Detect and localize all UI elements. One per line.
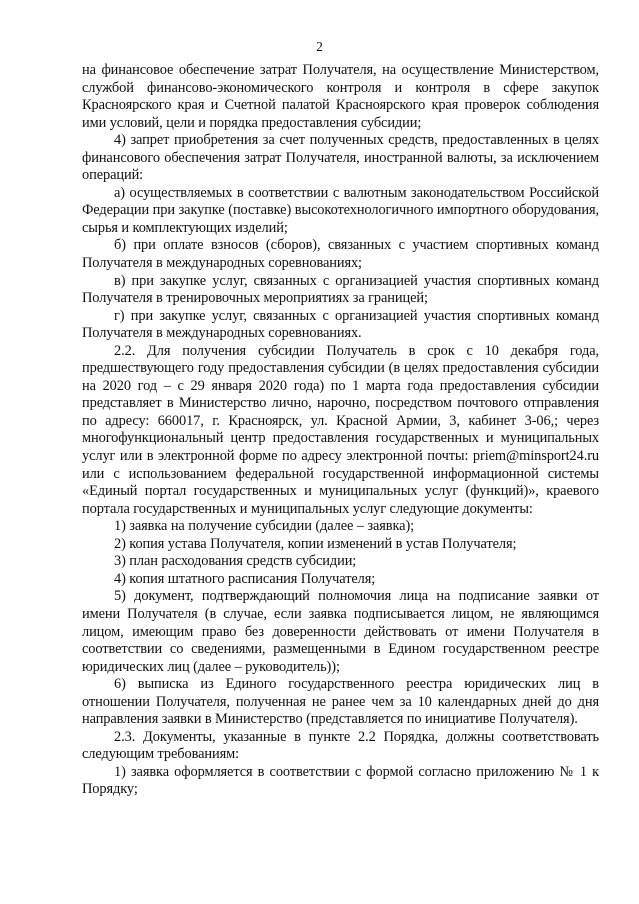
requirement-list-item-1: 1) заявка оформляется в соответствии с формой согласно приложению № 1 к Порядку; xyxy=(82,763,599,798)
paragraph-exception-a: а) осуществляемых в соответствии с валютным законодательством Российской Федерации при закупке (поставке) высокотехнологичного импортного оборудования, сырья и комплектующих изделий; xyxy=(82,184,599,236)
page-number: 2 xyxy=(316,39,323,54)
paragraph-section-2-2: 2.2. Для получения субсидии Получатель в срок с 10 декабря года, предшествующего году предоставления субсидии (в целях предоставления субсидии на 2020 год – с 29 января 2020 года) по 1 марта года предоставления субсидии представляет в Министерство лично, нарочно, посредством почтового отправления по адресу: 660017, г. Красноярск, ул. Красной Армии, 3, кабинет 3-06,; через многофункциональный центр предоставления государственных и муниципальных услуг или в электронной форме по адресу электронной почты: priem@minsport24.ru или с использованием федеральной государственной информационной системы «Единый портал государственных и муниципальных услуг (функций)», краевого портала государственных и муниципальных услуг следующие документы: xyxy=(82,342,599,517)
document-body xyxy=(82,62,599,799)
paragraph-exception-v: в) при закупке услуг, связанных с организацией участия спортивных команд Получателя в тренировочных мероприятиях за границей; xyxy=(82,272,599,307)
paragraph-currency-ban: 4) запрет приобретения за счет полученных средств, предоставленных в целях финансового обеспечения затрат Получателя, иностранной валюты, за исключением операций: xyxy=(82,132,599,184)
document-list-item-6: 6) выписка из Единого государственного реестра юридических лиц в отношении Получателя, полученная не ранее чем за 10 календарных дней до дня направления заявки в Министерство (представляется по инициативе Получателя). xyxy=(82,676,599,728)
paragraph-audit-consent: на финансовое обеспечение затрат Получателя, на осуществление Министерством, службой финансово-экономического контроля и контроля в сфере закупок Красноярского края и Счетной палатой Красноярского края проверок соблюдения ими условий, цели и порядка предоставления субсидии; xyxy=(82,62,599,131)
paragraph-section-2-3: 2.3. Документы, указанные в пункте 2.2 Порядка, должны соответствовать следующим требованиям: xyxy=(82,728,599,763)
document-list-item-1: 1) заявка на получение субсидии (далее – заявка); xyxy=(114,518,415,535)
document-list-item-4: 4) копия штатного расписания Получателя; xyxy=(114,570,376,587)
document-list-item-2: 2) копия устава Получателя, копии изменений в устав Получателя; xyxy=(114,535,517,552)
paragraph-exception-b: б) при оплате взносов (сборов), связанных с участием спортивных команд Получателя в международных соревнованиях; xyxy=(82,237,599,272)
document-list-item-3: 3) план расходования средств субсидии; xyxy=(114,553,357,570)
paragraph-exception-g: г) при закупке услуг, связанных с организацией участия спортивных команд Получателя в международных соревнованиях. xyxy=(82,307,599,342)
document-list-item-5: 5) документ, подтверждающий полномочия лица на подписание заявки от имени Получателя (в случае, если заявка подписывается лицом, не являющимся лицом, имеющим право без доверенности действовать от имени Получателя в соответствии со сведениями, размещенными в Едином государственном реестре юридических лиц (далее – руководитель)); xyxy=(82,588,599,675)
